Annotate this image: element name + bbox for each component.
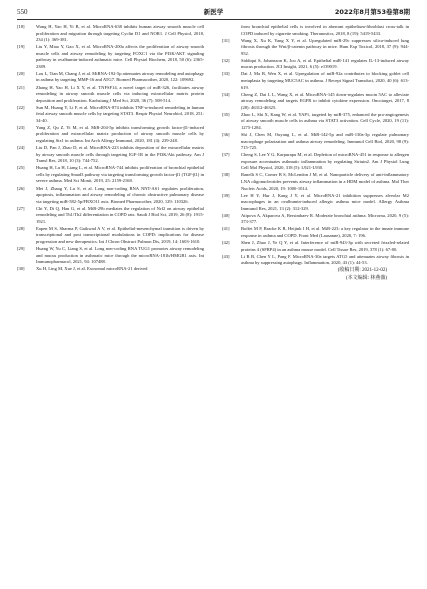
reference-number: [43] [222, 253, 230, 259]
reference-number: [40] [222, 212, 230, 218]
reference-text: Yang Z, Qu Z, Yi M, et al. MiR-204-5p inhibits transforming growth factor-β1-induced proliferation and extracellular matrix production of airway smooth muscle cells by regulating Six1 in asthma. Int Arch Allergy Immunol, 2020, 181 (4): 239-248. [36, 124, 204, 144]
reference-number: [41] [222, 226, 230, 232]
reference-text: Sun M, Huang Y, Li F, et al. MicroRNA-874 inhibits TNF-α-induced remodeling in human fetal airway smooth muscle cells by targeting STAT3. Respir Physiol Neurobiol, 2018, 251: 34-40. [36, 104, 204, 123]
reference-number: [38] [222, 172, 230, 178]
reference-entry [17, 125, 204, 145]
reference-entry [222, 172, 409, 192]
reference-entry [17, 71, 204, 84]
reference-entry [17, 85, 204, 105]
reference-entry [222, 226, 409, 239]
journal-name: 新医学 [203, 8, 224, 16]
reference-text: Liu Y, Miao Y, Gao X, et al. MicroRNA-200a affects the proliferation of airway smooth muscle cells and airway remodeling by targeting FOXC1 via the PI3K/AKT signaling pathway in ovalbumin-induced asthmatic mice. Cell Physiol Biochem, 2018, 50 (6): 2365-2389. [36, 44, 204, 69]
reference-text: Xu H, Ling M, Xue J, et al. Exosomal microRNA-21 derived [36, 266, 148, 272]
reference-text: Zhao L, Shi X, Kang W, et al. YAP1, targeted by miR-375, enhanced the pro-angiogenesis of airway smooth muscle cells in asthma via STAT3 activation. Cell Cycle, 2020, 19 (11): 1275-1284. [241, 111, 409, 130]
reference-text: Mei J, Zhang Y, Lu S, et al. Long non-coding RNA NNT-AS1 regulates proliferation, apoptosis, inflammation and airway remodeling of chronic obstructive pulmonary disease via targeting miR-582-5p/FBXO11 axis. Biomed Pharmacother, 2020, 129: 110326. [36, 185, 204, 204]
reference-entry [17, 165, 204, 185]
reference-text: Cheng S, Lee Y G, Karpurapu M, et al. Depletion of microRNA-451 in response to allergen exposure accentuates asthmatic inflammation by regulating Sirtuin2. Am J Physiol Lung Cell Mol Physiol, 2020, 318 (5): L921-L930. [241, 152, 409, 171]
reference-text: Eapen M S, Sharma P, Gaikwad A V, et al. Epithelial-mesenchymal transition is driven by transcriptional and post transcriptional modulations in COPD: implications for disease progression and new therapeutics. Int J Chron Obstruct Pulmon Dis, 2019, 14: 1603-1610. [36, 225, 204, 244]
reference-text: Lou L, Tian M, Chang J, et al. MiRNA-192-5p attenuates airway remodeling and autophagy in asthma by targeting MMP-16 and ATG7. Biomed Pharmacother, 2020, 122: 109692. [36, 70, 204, 83]
reference-entry [17, 266, 204, 273]
reference-number: [19] [17, 44, 25, 50]
reference-number: [25] [17, 165, 25, 171]
reference-number: [37] [222, 152, 230, 158]
reference-number: [20] [17, 70, 25, 76]
reference-entry [222, 71, 409, 91]
reference-text: Boffet M P, Bracke K R, Heijink I H, et al. MiR-223: a key regulator in the innate immune response in asthma and COPD. Front Med (Lausanne), 2020, 7: 196. [241, 226, 409, 238]
reference-entry [17, 246, 204, 266]
reference-number: [26] [17, 185, 25, 191]
reference-number: [32] [222, 57, 230, 63]
reference-entry [17, 206, 204, 226]
reference-number: [39] [222, 192, 230, 198]
reference-number: [23] [17, 124, 25, 130]
reference-number: [24] [17, 145, 25, 151]
reference-number: [42] [222, 240, 230, 246]
reference-number: [18] [17, 24, 25, 29]
reference-entry [222, 152, 409, 172]
reference-text: Huang H, Lu H, Liang L, et al. MicroRNA-744 inhibits proliferation of bronchial epithelial cells by regulating Smad3 pathway via targeting transforming growth factor-β1 (TGF-β1) in severe asthma. Med Sci Monit, 2019, 25: 2159-2168. [36, 165, 204, 184]
reference-text: Shi J, Chen M, Ouyang L, et al. MiR-142-5p and miR-130a-3p regulate pulmonary macrophage polarization and asthma airway remodeling. Immunol Cell Biol, 2020, 98 (9): 715-725. [241, 132, 409, 151]
header-rule [17, 19, 410, 20]
reference-number: [31] [222, 37, 230, 43]
reference-entry [222, 254, 409, 267]
reference-entry [222, 193, 409, 213]
reference-text: Liu D, Pan J, Zhao D, et al. MicroRNA-223 inhibits deposition of the extracellular matrix by airway smooth muscle cells through targeting IGF-1R in the PI3K/Akt pathway. Am J Transl Res, 2018, 10 (3): 744-752. [36, 145, 204, 164]
running-header [17, 6, 410, 18]
issue-info: 2022年8月第53卷第8期 [334, 8, 410, 16]
reference-number: [27] [17, 205, 25, 211]
reference-number: [35] [222, 111, 230, 117]
reference-entry [222, 92, 409, 112]
reference-number: [21] [17, 84, 25, 90]
reference-entry [222, 132, 409, 152]
reference-text: Wang X, Xu K, Yang X Y, et al. Upregulated miR-29c suppresses silica-induced lung fibrosis through the Wnt/β-catenin pathway in mice. Hum Exp Toxicol, 2018, 37 (9): 944-952. [241, 37, 409, 56]
editor-note: (本文编辑: 林燕薇) [346, 275, 387, 281]
reference-text: Lee H Y, Hur J, Kang J Y, et al. MicroRNA-21 inhibition suppresses alveolar M2 macrophages in an ovalbumin-induced allergic asthma mice model. Allergy Asthma Immunol Res, 2021, 13 (2): 312-329. [241, 192, 409, 211]
reference-text: Siddiqui S, Johansson K, Joo A, et al. Epithelial miR-141 regulates IL-13-induced airway mucus production. JCI Insight, 2021, 6 (5): e139019. [241, 57, 409, 70]
received-date: (收稿日期: 2021-12-02) [337, 268, 387, 274]
reference-entry [17, 44, 204, 70]
reference-text: Shen J, Zhao J, Ye Q Y, et al. Interference of miR-943-3p with secreted frizzled-related proteins 4 (SFRP4) in an asthma mouse model. Cell Tissue Res, 2019, 378 (1): 67-80. [241, 240, 409, 252]
reference-number: [29] [17, 246, 25, 252]
reference-entry [222, 38, 409, 58]
reference-entry [17, 105, 204, 125]
reference-continuation: from bronchial epithelial cells is involved in aberrant epithelium-fibroblast cross-talk in COPD induced by cigarette smoking. Theranostics, 2018, 8 (19): 5419-5433. [241, 24, 409, 36]
reference-entry [222, 58, 409, 71]
reference-text: Chi Y, Di Q, Han G, et al. MiR-29b mediates the regulation of Nrf2 on airway epithelial remodeling and Th1/Th2 differentiation in COPD rats. Saudi J Biol Sci, 2019, 26 (8): 1915-1921. [36, 205, 204, 224]
reference-text: Atipova A, Akparova A, Bersimbaev R. Moderate bronchial asthma. Microrna, 2020, 9 (5): 373-377. [241, 212, 409, 225]
reference-number: [22] [17, 104, 25, 110]
reference-entry [222, 112, 409, 132]
reference-column-left [17, 24, 204, 273]
reference-number: [34] [222, 91, 230, 97]
reference-text: Dai J, Ma B, Wen X, et al. Upregulation of miR-92a contributes to blocking goblet cell metaplasia by targeting MUC5AC in asthma. J Recept Signal Transduct, 2020, 40 (6): 613-619. [241, 71, 409, 90]
reference-entry [17, 186, 204, 206]
reference-entry [17, 226, 204, 246]
reference-entry [222, 213, 409, 226]
reference-number: [33] [222, 71, 230, 77]
reference-text: Huang W, Yu C, Liang S, et al. Long non-coding RNA TUG1 promotes airway remodeling and mucus production in asthmatic mice through the microRNA-181b/HMGB1 axis. Int Immunopharmacol, 2021, 94: 107488. [36, 246, 204, 265]
reference-number: [36] [222, 132, 230, 138]
reference-text: Ranelli S C, Comer B S, McLendon J M, et al. Nanoparticle delivery of anti-inflammatory LNA oligonucleotides prevents airway inflammation in a HDM model of asthma. Mol Ther Nucleic Acids, 2020, 19: 1000-1014. [241, 172, 409, 191]
reference-text: Wang H, Yao H, Yi B, et al. MicroRNA-638 inhibits human airway smooth muscle cell proliferation and migration through targeting Cyclin D1 and NOR1. J Cell Physiol, 2018, 234 (1): 369-381. [36, 24, 204, 43]
reference-text: Cheng Z, Dai L L, Wang X, et al. MicroRNA-145 down-regulates mucin 5AC to alleviate airway remodeling and targets EGFR to inhibit cytokine expression. Oncotarget, 2017, 8 (28): 46312-46325. [241, 91, 409, 110]
reference-number: [30] [17, 266, 25, 272]
reference-column-right [222, 24, 409, 282]
reference-entry [222, 240, 409, 253]
reference-text: Li B B, Chen Y L, Pang F. MicroRNA-30a targets ATG5 and attenuates airway fibrosis in asthma by suppressing autophagy. Inflammation, 2020, 43 (1): 44-53. [241, 253, 409, 266]
reference-entry [17, 24, 204, 44]
reference-list-right [222, 38, 409, 267]
reference-entry [17, 145, 204, 165]
reference-text: Zhang H, Yao H, Li X Y, et al. TNFSF14, a novel target of miR-326, facilitates airway remodeling in airway smooth muscle cells via inducing extracellular matrix protein deposition and proliferation. Kaohsiung J Med Sci, 2020, 36 (7): 508-514. [36, 84, 204, 103]
reference-number: [28] [17, 225, 25, 231]
page-number: 550 [17, 8, 28, 16]
